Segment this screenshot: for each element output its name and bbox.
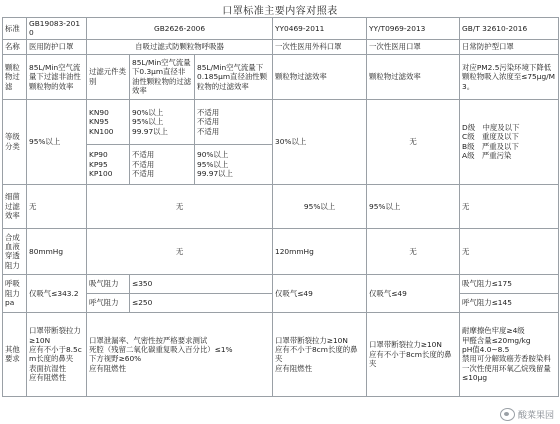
other-yy0469: 口罩带断裂拉力≥10N 应有不小于8cm长度的鼻夹 应有阻燃性 — [273, 312, 367, 396]
other-gb2626: 口罩泄漏率、气密性按严格要求测试 死腔（残留二氧化碳重复吸入百分比）≤1% 下方视野≥60% 应有阻燃性 — [87, 312, 273, 396]
grade-kn-types: KN90 KN95 KN100 — [87, 99, 130, 144]
particle-oil-header: 85L/Min空气流量下0.185μm直径油性颗粒物的过滤效率 — [195, 54, 273, 99]
grade-kn-row — [3, 99, 559, 144]
watermark-text: 酸菜果园 — [517, 411, 554, 421]
grade-kp-nonoil: 不适用 不适用 不适用 — [130, 144, 195, 184]
particle-category-header: 过滤元件类别 — [87, 54, 130, 99]
particle-yyt0969: 颗粒物过滤效率 — [367, 54, 460, 99]
name-label: 名称 — [3, 39, 27, 54]
other-yyt0969: 口罩带断裂拉力≥10N 应有不小于8cm长度的鼻夹 — [367, 312, 460, 396]
grade-kn-nonoil: 90%以上 95%以上 99.97以上 — [130, 99, 195, 144]
bacteria-label: 细菌过滤效率 — [3, 184, 27, 228]
particle-yy0469: 颗粒物过滤效率 — [273, 54, 367, 99]
header-label: 标准 — [3, 18, 27, 40]
watermark — [500, 408, 554, 421]
header-gb19083: GB19083-2010 — [27, 18, 87, 40]
other-gbt32610: 耐摩擦色牢度≥4级 甲醛含量≤20mg/kg pH值4.0~8.5 禁用可分解致癌芳香胺染料 一次性使用环氧乙烷残留量≤10μg — [460, 312, 559, 396]
standards-comparison-table — [2, 17, 559, 397]
header-yy0469: YY0469-2011 — [273, 18, 367, 40]
particle-gb19083: 85L/Min空气流量下过滤非油性颗粒物的效率 — [27, 54, 87, 99]
name-gb2626: 自吸过滤式防颗粒物呼吸器 — [87, 39, 273, 54]
name-yyt0969: 一次性医用口罩 — [367, 39, 460, 54]
blood-yyt0969: 无 — [367, 228, 460, 274]
grade-label: 等级分类 — [3, 99, 27, 184]
other-label: 其他要求 — [3, 312, 27, 396]
grade-gb19083: 95%以上 — [27, 99, 87, 184]
particle-nonoil-header: 85L/Min空气流量下0.3μm直径非油性颗粒物的过滤效率 — [130, 54, 195, 99]
blood-yy0469: 120mmHg — [273, 228, 367, 274]
resistance-gbt32610-exhale: 呼气阻力≤145 — [460, 293, 559, 312]
blood-gb19083: 80mmHg — [27, 228, 87, 274]
name-gbt32610: 日常防护型口罩 — [460, 39, 559, 54]
header-gb2626: GB2626-2006 — [87, 18, 273, 40]
bacteria-gb19083: 无 — [27, 184, 87, 228]
bacteria-yy0469: 95%以上 — [273, 184, 367, 228]
resistance-yyt0969: 仅吸气≤49 — [367, 274, 460, 312]
bacteria-gb2626: 无 — [87, 184, 273, 228]
particle-gbt32610: 对应PM2.5污染环境下降低颗粒物吸入浓度至≤75μg/M3。 — [460, 54, 559, 99]
grade-gbt32610: D级 中度及以下 C级 重度及以下 B级 严重及以下 A级 严重污染 — [460, 99, 559, 184]
header-yyt0969: YY/T0969-2013 — [367, 18, 460, 40]
blood-gb2626: 无 — [87, 228, 273, 274]
resistance-inhale-value: ≤350 — [130, 274, 273, 293]
grade-kp-oil: 90%以上 95%以上 99.97以上 — [195, 144, 273, 184]
name-yy0469: 一次性医用外科口罩 — [273, 39, 367, 54]
resistance-inhale-label: 吸气阻力 — [87, 274, 130, 293]
resistance-gbt32610-inhale: 吸气阻力≤175 — [460, 274, 559, 293]
particle-filtration-row — [3, 54, 559, 99]
resistance-inhale-row — [3, 274, 559, 293]
bacteria-gbt32610: 无 — [460, 184, 559, 228]
grade-yy0469: 30%以上 — [273, 99, 367, 184]
page-title: 口罩标准主要内容对照表 — [222, 6, 338, 17]
grade-yyt0969: 无 — [367, 99, 460, 184]
resistance-gb19083: 仅吸气≤343.2 — [27, 274, 87, 312]
name-gb19083: 医用防护口罩 — [27, 39, 87, 54]
wechat-icon — [500, 408, 515, 421]
bacteria-yyt0969: 95%以上 — [367, 184, 460, 228]
bacteria-filtration-row — [3, 184, 559, 228]
other-requirements-row — [3, 312, 559, 396]
grade-kn-oil: 不适用 不适用 不适用 — [195, 99, 273, 144]
blood-label: 合成血液穿透阻力 — [3, 228, 27, 274]
resistance-label: 呼吸阻力pa — [3, 274, 27, 312]
blood-penetration-row — [3, 228, 559, 274]
grade-kp-types: KP90 KP95 KP100 — [87, 144, 130, 184]
name-row — [3, 39, 559, 54]
resistance-yy0469: 仅吸气≤49 — [273, 274, 367, 312]
blood-gbt32610: 无 — [460, 228, 559, 274]
header-row — [3, 18, 559, 40]
header-gbt32610: GB/T 32610-2016 — [460, 18, 559, 40]
other-gb19083: 口罩带断裂拉力≥10N 应有不小于8.5cm长度的鼻夹 表面抗湿性 应有阻燃性 — [27, 312, 87, 396]
resistance-exhale-value: ≤250 — [130, 293, 273, 312]
resistance-exhale-label: 呼气阻力 — [87, 293, 130, 312]
particle-label: 颗粒物过滤 — [3, 54, 27, 99]
